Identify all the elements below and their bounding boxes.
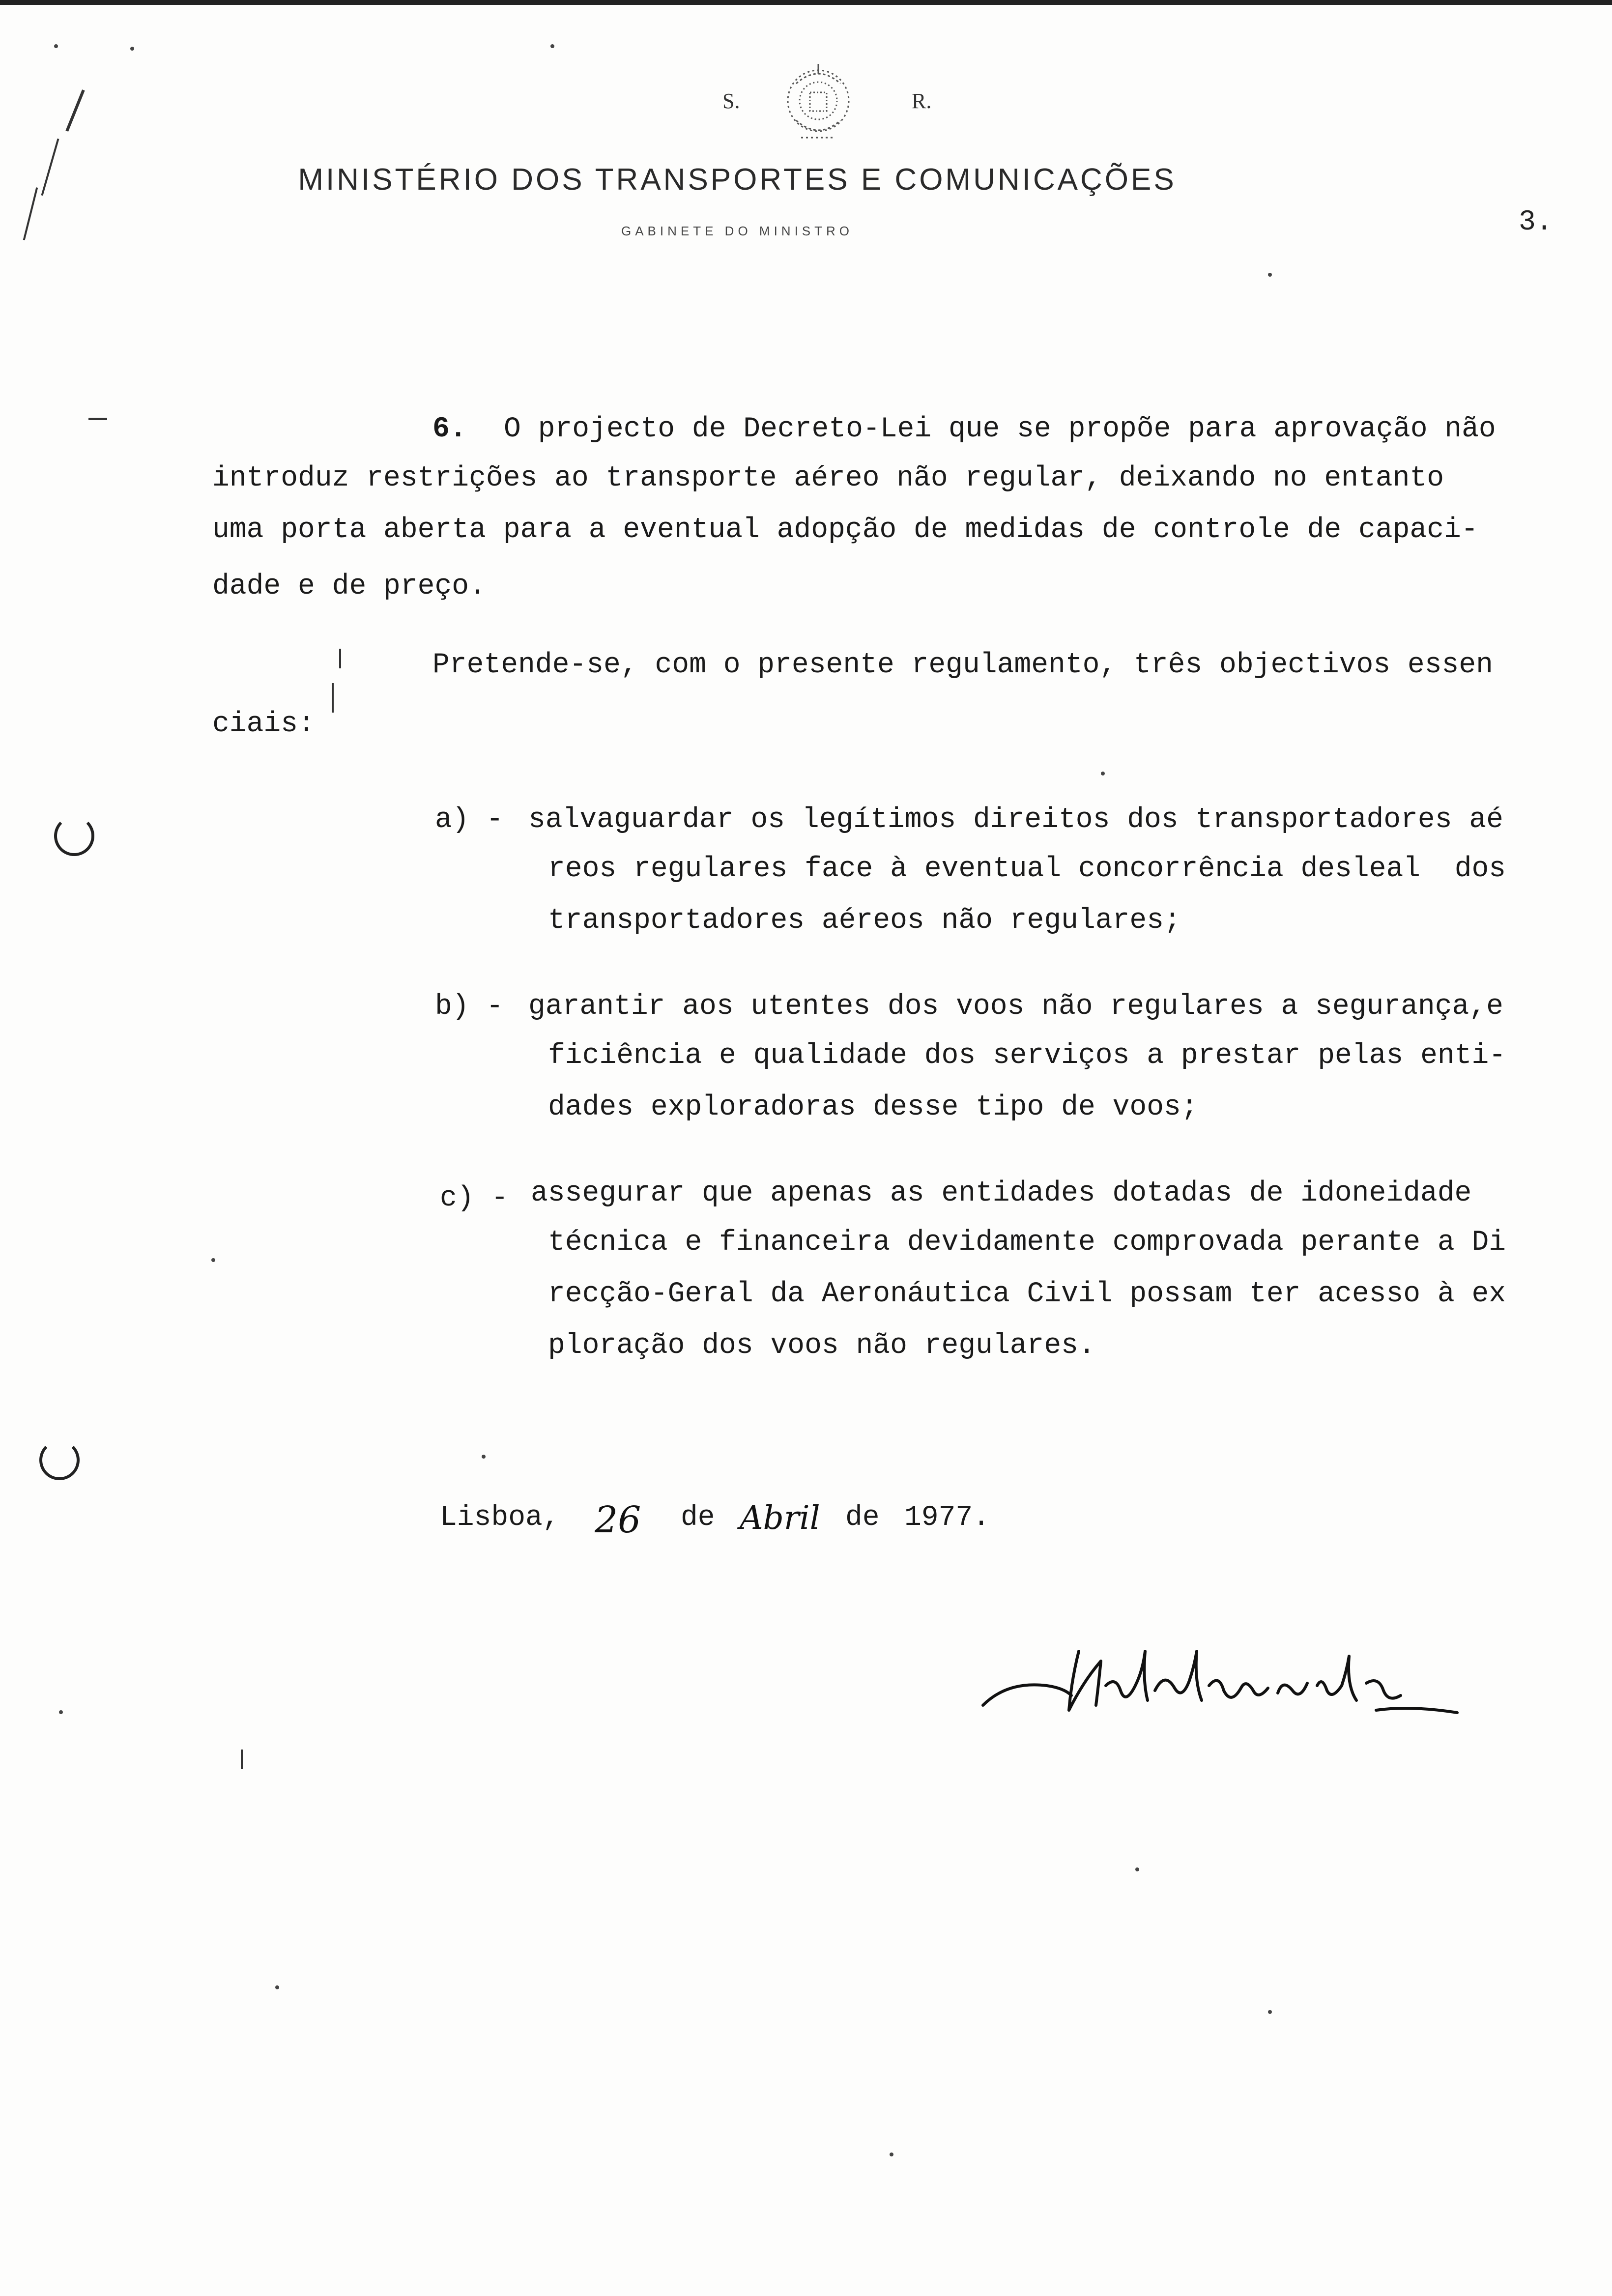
margin-mark [339, 649, 341, 668]
margin-dash [88, 418, 107, 420]
item-a-line-2: reos regulares face à eventual concorrência desleal dos [548, 853, 1506, 885]
emblem-initial-left: S. [722, 89, 740, 113]
date-de-2: de [845, 1502, 880, 1534]
emblem-initial-right: R. [912, 89, 932, 113]
paragraph-6-line-1: O projecto de Decreto-Lei que se propõe para aprovação não [504, 413, 1496, 445]
speck [1101, 772, 1105, 775]
date-year: 1977. [904, 1502, 990, 1534]
speck [130, 47, 134, 51]
intro-line-2: ciais: [212, 708, 315, 740]
margin-mark [332, 683, 334, 713]
speck [211, 1258, 215, 1262]
speck [59, 1710, 63, 1714]
punch-hole-mark [54, 816, 94, 856]
item-b-line-2: ficiência e qualidade dos serviços a prestar pelas enti- [548, 1040, 1506, 1072]
date-place: Lisboa, [440, 1502, 560, 1534]
speck [1268, 2010, 1272, 2014]
paragraph-6-line-3: uma porta aberta para a eventual adopção de medidas de controle de capaci- [212, 514, 1478, 546]
item-c-line-1: assegurar que apenas as entidades dotadas de idoneidade [531, 1177, 1472, 1209]
paragraph-number: 6. [432, 413, 467, 445]
speck [54, 44, 58, 48]
item-c-line-3: recção-Geral da Aeronáutica Civil possam ter acesso à ex [548, 1278, 1506, 1310]
page-number: 3. [1519, 206, 1553, 238]
date-day-handwritten: 26 [595, 1499, 641, 1541]
speck [550, 44, 554, 48]
item-c-line-2: técnica e financeira devidamente comprovada perante a Di [548, 1227, 1506, 1259]
item-c-label: c) - [440, 1182, 509, 1214]
item-a-label: a) - [435, 804, 504, 836]
item-a-line-1: salvaguardar os legítimos direitos dos transportadores aé [528, 804, 1503, 836]
speck [1135, 1867, 1139, 1871]
top-border-rule [0, 0, 1612, 5]
punch-hole-mark [39, 1440, 80, 1480]
margin-mark [65, 89, 85, 132]
item-a-line-3: transportadores aéreos não regulares; [548, 905, 1181, 937]
speck [890, 2152, 893, 2156]
item-b-line-1: garantir aos utentes dos voos não regulares a segurança,e [528, 991, 1503, 1023]
cabinet-subheading: GABINETE DO MINISTRO [621, 224, 854, 238]
date-de-1: de [681, 1502, 715, 1534]
speck [1268, 273, 1272, 277]
handwritten-signature [978, 1632, 1465, 1730]
margin-mark [241, 1750, 243, 1769]
item-c-line-4: ploração dos voos não regulares. [548, 1330, 1095, 1362]
coat-of-arms-emblem [767, 54, 870, 152]
date-month-handwritten: Abril [740, 1499, 820, 1537]
item-b-label: b) - [435, 991, 504, 1023]
ministry-heading: MINISTÉRIO DOS TRANSPORTES E COMUNICAÇÕES [298, 163, 1177, 197]
intro-line-1: Pretende-se, com o presente regulamento, três objectivos essen [432, 649, 1493, 681]
speck [275, 1985, 279, 1989]
item-b-line-3: dades exploradoras desse tipo de voos; [548, 1091, 1198, 1123]
speck [482, 1455, 486, 1459]
paragraph-6-line-2: introduz restrições ao transporte aéreo não regular, deixando no entanto [212, 462, 1444, 494]
paragraph-6-line-4: dade e de preço. [212, 571, 486, 603]
